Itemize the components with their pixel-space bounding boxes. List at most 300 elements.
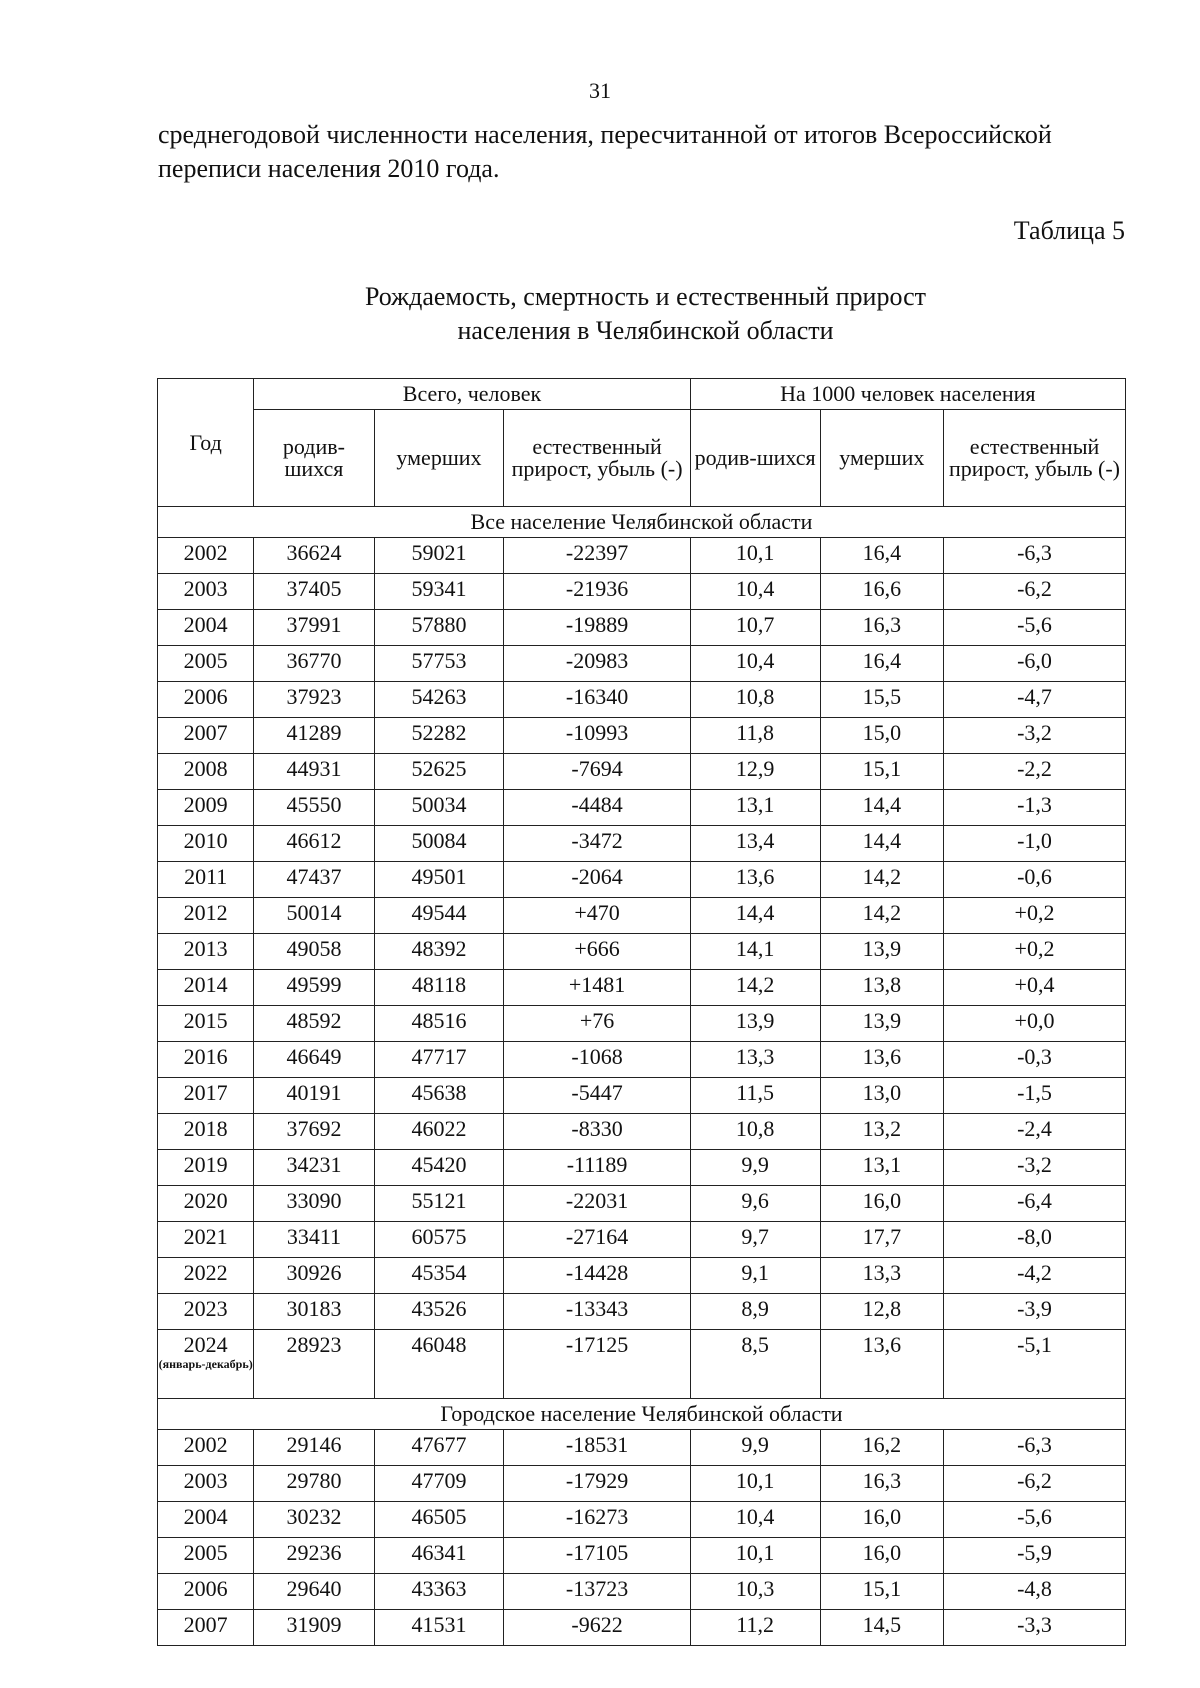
cell-value: 16,0	[862, 1540, 902, 1565]
cell-year	[158, 1186, 254, 1222]
cell-natural	[504, 1538, 690, 1574]
cell-value: -20983	[565, 648, 629, 673]
cell-value: -1,3	[1017, 792, 1052, 817]
cell-natural	[504, 1006, 690, 1042]
cell-births	[254, 754, 374, 790]
cell-deaths-rate	[820, 1258, 943, 1294]
cell-value: 16,3	[862, 612, 902, 637]
header-year: Год	[158, 379, 254, 507]
cell-deaths	[374, 862, 504, 898]
cell-births-rate	[690, 1114, 820, 1150]
cell-value: 46048	[411, 1332, 467, 1357]
cell-value: -6,2	[1017, 1468, 1052, 1493]
cell-births	[254, 970, 374, 1006]
cell-deaths-rate	[820, 1042, 943, 1078]
cell-value: 47709	[411, 1468, 467, 1493]
cell-deaths-rate	[820, 1574, 943, 1610]
cell-deaths-rate	[820, 754, 943, 790]
cell-year	[158, 1330, 254, 1399]
table-row	[158, 1330, 1126, 1399]
cell-value: 46649	[286, 1044, 342, 1069]
cell-value: 15,1	[862, 756, 902, 781]
cell-value: 13,6	[862, 1332, 902, 1357]
cell-value: -17929	[565, 1468, 629, 1493]
cell-year	[158, 1006, 254, 1042]
cell-value: 2017	[183, 1080, 228, 1105]
cell-value: 54263	[411, 684, 467, 709]
cell-natural-rate	[944, 646, 1126, 682]
cell-births-rate	[690, 1502, 820, 1538]
cell-deaths	[374, 754, 504, 790]
cell-deaths-rate	[820, 1430, 943, 1466]
cell-value: 49544	[411, 900, 467, 925]
cell-natural	[504, 1466, 690, 1502]
cell-value: 17,7	[862, 1224, 902, 1249]
cell-value: 37692	[286, 1116, 342, 1141]
cell-value: -22031	[565, 1188, 629, 1213]
cell-natural-rate	[944, 718, 1126, 754]
cell-value: 50014	[286, 900, 342, 925]
cell-births	[254, 1538, 374, 1574]
cell-value: 50034	[411, 792, 467, 817]
cell-value: -6,3	[1017, 1432, 1052, 1457]
table-row	[158, 1610, 1126, 1646]
cell-value: 14,1	[735, 936, 775, 961]
cell-deaths-rate	[820, 1078, 943, 1114]
cell-natural-rate	[944, 754, 1126, 790]
cell-natural	[504, 574, 690, 610]
cell-natural	[504, 718, 690, 754]
cell-natural-rate	[944, 1186, 1126, 1222]
cell-deaths	[374, 574, 504, 610]
cell-deaths	[374, 1538, 504, 1574]
table-row	[158, 1186, 1126, 1222]
cell-deaths	[374, 898, 504, 934]
cell-births	[254, 1258, 374, 1294]
cell-births-rate	[690, 970, 820, 1006]
cell-value: 13,4	[735, 828, 775, 853]
cell-value: 45638	[411, 1080, 467, 1105]
cell-births-rate	[690, 538, 820, 574]
cell-value: -2,2	[1017, 756, 1052, 781]
cell-value: 2003	[183, 1468, 228, 1493]
cell-value: 13,1	[735, 792, 775, 817]
cell-natural-rate	[944, 538, 1126, 574]
cell-value: 60575	[411, 1224, 467, 1249]
cell-natural-rate	[944, 610, 1126, 646]
cell-value: 16,0	[862, 1504, 902, 1529]
cell-value: -13723	[565, 1576, 629, 1601]
cell-deaths	[374, 1150, 504, 1186]
cell-value: -1,5	[1017, 1080, 1052, 1105]
cell-births	[254, 1294, 374, 1330]
cell-value: -17125	[565, 1332, 629, 1357]
cell-natural-rate	[944, 1538, 1126, 1574]
cell-value: -5,1	[1017, 1332, 1052, 1357]
cell-deaths-rate	[820, 1538, 943, 1574]
cell-value: -8330	[571, 1116, 623, 1141]
table-row	[158, 1114, 1126, 1150]
cell-value: 2014	[183, 972, 228, 997]
cell-value: 2004	[183, 612, 228, 637]
cell-value: -11189	[566, 1152, 628, 1177]
cell-value: 13,6	[735, 864, 775, 889]
cell-births	[254, 682, 374, 718]
cell-value: 13,9	[735, 1008, 775, 1033]
cell-value: 2019	[183, 1152, 228, 1177]
cell-value: -6,3	[1017, 540, 1052, 565]
cell-value: -3,2	[1017, 1152, 1052, 1177]
cell-value: 9,7	[741, 1224, 769, 1249]
cell-natural-rate	[944, 1006, 1126, 1042]
cell-value: 2006	[183, 1576, 228, 1601]
cell-value: 2021	[183, 1224, 228, 1249]
cell-births-rate	[690, 1430, 820, 1466]
cell-value: 2004	[183, 1504, 228, 1529]
cell-deaths	[374, 934, 504, 970]
cell-value: 14,2	[735, 972, 775, 997]
cell-births-rate	[690, 718, 820, 754]
cell-births	[254, 790, 374, 826]
header-deaths: умерших	[374, 410, 504, 507]
cell-births-rate	[690, 790, 820, 826]
cell-value: 46505	[411, 1504, 467, 1529]
cell-year	[158, 1114, 254, 1150]
cell-value: 10,1	[735, 1540, 775, 1565]
cell-natural	[504, 898, 690, 934]
cell-deaths	[374, 1430, 504, 1466]
cell-deaths-rate	[820, 1610, 943, 1646]
cell-value: 29146	[286, 1432, 342, 1457]
section-title: Городское население Челябинской области	[158, 1399, 1126, 1430]
cell-natural	[504, 610, 690, 646]
cell-natural	[504, 970, 690, 1006]
cell-births	[254, 718, 374, 754]
cell-year	[158, 1502, 254, 1538]
cell-value: 13,8	[862, 972, 902, 997]
cell-year	[158, 754, 254, 790]
cell-deaths	[374, 610, 504, 646]
cell-year	[158, 1258, 254, 1294]
cell-value: 29780	[286, 1468, 342, 1493]
header-births: родив-шихся	[254, 410, 374, 507]
cell-value: 10,4	[735, 1504, 775, 1529]
cell-natural-rate	[944, 790, 1126, 826]
intro-paragraph: среднегодовой численности населения, пересчитанной от итогов Всероссийской переписи населения 2010 года.	[158, 120, 1052, 183]
cell-value: -10993	[565, 720, 629, 745]
cell-natural-rate	[944, 682, 1126, 718]
cell-value: -27164	[565, 1224, 629, 1249]
cell-value: 10,4	[735, 576, 775, 601]
table-row	[158, 1574, 1126, 1610]
cell-births	[254, 610, 374, 646]
cell-deaths	[374, 970, 504, 1006]
cell-births-rate	[690, 1186, 820, 1222]
cell-value: 12,8	[862, 1296, 902, 1321]
cell-value: -1068	[571, 1044, 623, 1069]
cell-value: +0,2	[1014, 936, 1055, 961]
cell-value: 45550	[286, 792, 342, 817]
cell-year	[158, 898, 254, 934]
cell-births-rate	[690, 1078, 820, 1114]
cell-value: 34231	[286, 1152, 342, 1177]
cell-deaths-rate	[820, 1330, 943, 1399]
cell-year	[158, 1150, 254, 1186]
cell-deaths	[374, 1330, 504, 1399]
cell-year	[158, 1574, 254, 1610]
cell-value: 2011	[184, 864, 228, 889]
cell-deaths	[374, 1258, 504, 1294]
cell-natural-rate	[944, 574, 1126, 610]
cell-births-rate	[690, 898, 820, 934]
cell-natural	[504, 826, 690, 862]
cell-natural	[504, 1610, 690, 1646]
cell-value: 13,2	[862, 1116, 902, 1141]
cell-births	[254, 862, 374, 898]
cell-value: 36624	[286, 540, 342, 565]
cell-births-rate	[690, 610, 820, 646]
cell-deaths-rate	[820, 1466, 943, 1502]
cell-year	[158, 718, 254, 754]
cell-value: 40191	[286, 1080, 342, 1105]
cell-natural	[504, 1150, 690, 1186]
cell-value: 16,0	[862, 1188, 902, 1213]
cell-value: -4,7	[1017, 684, 1052, 709]
cell-births-rate	[690, 1222, 820, 1258]
table-title	[158, 280, 1133, 348]
year-note: (январь-декабрь)	[158, 1357, 253, 1371]
cell-value: -2064	[571, 864, 623, 889]
cell-births-rate	[690, 826, 820, 862]
cell-value: 50084	[411, 828, 467, 853]
cell-deaths-rate	[820, 718, 943, 754]
table-label: Таблица 5	[1013, 216, 1125, 245]
cell-deaths-rate	[820, 1150, 943, 1186]
cell-value: 31909	[286, 1612, 342, 1637]
cell-natural-rate	[944, 1150, 1126, 1186]
cell-value: -0,6	[1017, 864, 1052, 889]
cell-deaths-rate	[820, 862, 943, 898]
cell-value: 2016	[183, 1044, 228, 1069]
cell-births	[254, 1574, 374, 1610]
cell-natural	[504, 1294, 690, 1330]
cell-natural	[504, 1330, 690, 1399]
cell-value: 43526	[411, 1296, 467, 1321]
cell-value: 48592	[286, 1008, 342, 1033]
cell-value: -3,9	[1017, 1296, 1052, 1321]
cell-value: 2005	[183, 648, 228, 673]
cell-value: 2015	[183, 1008, 228, 1033]
cell-natural	[504, 754, 690, 790]
cell-births	[254, 1150, 374, 1186]
cell-value: 43363	[411, 1576, 467, 1601]
cell-deaths	[374, 1610, 504, 1646]
cell-births	[254, 1042, 374, 1078]
cell-births-rate	[690, 862, 820, 898]
cell-natural	[504, 934, 690, 970]
cell-year	[158, 1466, 254, 1502]
cell-value: +0,2	[1014, 900, 1055, 925]
cell-value: -1,0	[1017, 828, 1052, 853]
cell-year	[158, 1294, 254, 1330]
cell-value: 49501	[411, 864, 467, 889]
cell-deaths-rate	[820, 574, 943, 610]
table-body	[158, 507, 1126, 1646]
cell-value: -5447	[571, 1080, 623, 1105]
cell-natural-rate	[944, 1502, 1126, 1538]
cell-value: 37991	[286, 612, 342, 637]
cell-value: 16,4	[862, 540, 902, 565]
cell-value: 12,9	[735, 756, 775, 781]
cell-deaths-rate	[820, 538, 943, 574]
cell-value: 37923	[286, 684, 342, 709]
cell-deaths-rate	[820, 646, 943, 682]
cell-value: 48118	[411, 972, 467, 997]
cell-deaths-rate	[820, 826, 943, 862]
cell-value: 48516	[411, 1008, 467, 1033]
cell-value: 52282	[411, 720, 467, 745]
cell-value: 16,3	[862, 1468, 902, 1493]
header-births-rate: родив-шихся	[690, 410, 820, 507]
cell-value: -3472	[571, 828, 623, 853]
cell-value: 2012	[183, 900, 228, 925]
cell-natural-rate	[944, 1610, 1126, 1646]
cell-value: -6,4	[1017, 1188, 1052, 1213]
cell-value: 16,4	[862, 648, 902, 673]
cell-value: -9622	[571, 1612, 623, 1637]
cell-deaths-rate	[820, 898, 943, 934]
cell-value: 8,9	[741, 1296, 769, 1321]
table-row	[158, 1538, 1126, 1574]
table-title-line2: населения в Челябинской области	[457, 316, 834, 345]
cell-births	[254, 1502, 374, 1538]
cell-value: -5,6	[1017, 1504, 1052, 1529]
cell-value: -19889	[565, 612, 629, 637]
table-row	[158, 1258, 1126, 1294]
cell-year	[158, 790, 254, 826]
cell-deaths-rate	[820, 1502, 943, 1538]
cell-deaths-rate	[820, 1222, 943, 1258]
cell-births-rate	[690, 646, 820, 682]
cell-year	[158, 1078, 254, 1114]
cell-value: +0,4	[1014, 972, 1055, 997]
cell-value: 10,1	[735, 540, 775, 565]
header-natural-rate: естественный прирост, убыль (-)	[944, 410, 1126, 507]
cell-value: 2009	[183, 792, 228, 817]
table-row	[158, 682, 1126, 718]
cell-births-rate	[690, 1610, 820, 1646]
cell-natural	[504, 538, 690, 574]
header-group-per1000: На 1000 человек населения	[690, 379, 1125, 410]
cell-value: -7694	[571, 756, 623, 781]
cell-births-rate	[690, 1466, 820, 1502]
cell-births	[254, 826, 374, 862]
cell-value: -3,2	[1017, 720, 1052, 745]
cell-year	[158, 1430, 254, 1466]
cell-value: -16340	[565, 684, 629, 709]
cell-value: 13,1	[862, 1152, 902, 1177]
table-row	[158, 646, 1126, 682]
table-row	[158, 826, 1126, 862]
cell-year	[158, 970, 254, 1006]
cell-value: 48392	[411, 936, 467, 961]
cell-value: 2018	[183, 1116, 228, 1141]
cell-value: 2010	[183, 828, 228, 853]
cell-deaths	[374, 1574, 504, 1610]
cell-value: +666	[574, 936, 620, 961]
cell-births	[254, 1006, 374, 1042]
table-row	[158, 1042, 1126, 1078]
cell-value: 14,4	[862, 792, 902, 817]
cell-year	[158, 610, 254, 646]
cell-deaths-rate	[820, 790, 943, 826]
cell-value: 30183	[286, 1296, 342, 1321]
table-row	[158, 538, 1126, 574]
cell-births	[254, 574, 374, 610]
cell-value: 37405	[286, 576, 342, 601]
table-row	[158, 1502, 1126, 1538]
cell-value: 30232	[286, 1504, 342, 1529]
cell-value: -4,8	[1017, 1576, 1052, 1601]
cell-value: 2007	[183, 720, 228, 745]
cell-natural-rate	[944, 826, 1126, 862]
cell-year	[158, 1042, 254, 1078]
cell-deaths	[374, 1006, 504, 1042]
cell-value: 33411	[286, 1224, 342, 1249]
cell-value: 14,2	[862, 864, 902, 889]
cell-natural-rate	[944, 934, 1126, 970]
section-title: Все население Челябинской области	[158, 507, 1126, 538]
cell-value: 2013	[183, 936, 228, 961]
cell-deaths	[374, 1078, 504, 1114]
cell-value: -5,6	[1017, 612, 1052, 637]
table-row	[158, 574, 1126, 610]
cell-natural	[504, 862, 690, 898]
section-header-row	[158, 507, 1126, 538]
cell-births-rate	[690, 1574, 820, 1610]
cell-natural-rate	[944, 1330, 1126, 1399]
table-row	[158, 718, 1126, 754]
cell-value: 2020	[183, 1188, 228, 1213]
cell-value: -2,4	[1017, 1116, 1052, 1141]
cell-value: -3,3	[1017, 1612, 1052, 1637]
cell-natural-rate	[944, 898, 1126, 934]
cell-value: 8,5	[741, 1332, 769, 1357]
cell-deaths-rate	[820, 1186, 943, 1222]
cell-value: -5,9	[1017, 1540, 1052, 1565]
cell-value: 10,8	[735, 1116, 775, 1141]
cell-value: 10,3	[735, 1576, 775, 1601]
cell-value: +1481	[568, 972, 626, 997]
cell-value: -13343	[565, 1296, 629, 1321]
cell-natural	[504, 1078, 690, 1114]
cell-value: 45354	[411, 1260, 467, 1285]
cell-value: 41531	[411, 1612, 467, 1637]
cell-births	[254, 1610, 374, 1646]
cell-value: 16,2	[862, 1432, 902, 1457]
cell-value: 47437	[286, 864, 342, 889]
cell-year	[158, 1610, 254, 1646]
cell-natural	[504, 1502, 690, 1538]
cell-value: 9,9	[741, 1432, 769, 1457]
cell-value: 9,1	[741, 1260, 769, 1285]
cell-value: 46022	[411, 1116, 467, 1141]
cell-deaths	[374, 718, 504, 754]
cell-year	[158, 574, 254, 610]
cell-births-rate	[690, 1538, 820, 1574]
cell-natural-rate	[944, 1294, 1126, 1330]
cell-value: -21936	[565, 576, 629, 601]
